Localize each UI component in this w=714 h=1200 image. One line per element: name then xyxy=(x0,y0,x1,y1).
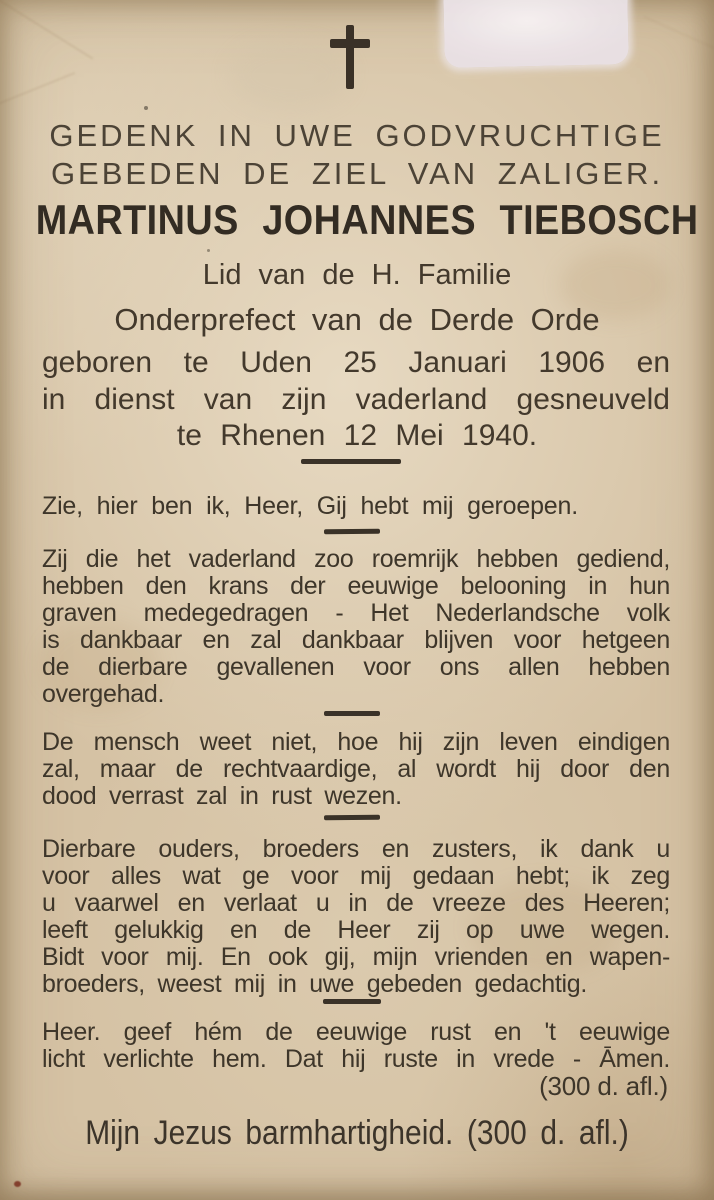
paragraph-death xyxy=(42,729,670,810)
paragraph-eternal-rest xyxy=(42,1019,670,1073)
bio-line-fallen: in dienst van zijn vaderland gesneuveld xyxy=(42,383,670,416)
paragraph-line: graven medegedragen - Het Nederlandsche volk xyxy=(42,599,670,627)
latin-cross-icon xyxy=(330,25,370,89)
section-divider xyxy=(324,711,380,716)
paragraph-line: hebben den krans der eeuwige belooning in hun xyxy=(42,572,670,600)
ink-speck xyxy=(207,249,210,252)
paper-crease xyxy=(0,72,75,106)
paragraph-line: voor alles wat ge voor mij gedaan hebt; ik zeg xyxy=(42,862,670,890)
bio-line-born: geboren te Uden 25 Januari 1906 en xyxy=(42,346,670,379)
bio-line-place-date: te Rhenen 12 Mei 1940. xyxy=(176,419,538,452)
paragraph-fatherland xyxy=(42,546,670,708)
section-divider xyxy=(324,815,380,820)
title-line-2: Onderprefect van de Derde Orde xyxy=(114,302,600,337)
paper-crease xyxy=(643,16,714,54)
ink-speck xyxy=(625,560,628,563)
ink-speck xyxy=(144,106,148,110)
paragraph-line: de dierbare gevallenen voor ons allen hebben xyxy=(42,653,670,681)
section-divider xyxy=(324,529,380,535)
paragraph-line: De mensch weet niet, hoe hij zijn leven eindigen xyxy=(42,728,670,756)
paragraph-line: overgehad. xyxy=(42,680,165,708)
paragraph-line: zal, maar de rechtvaardige, al wordt hij door den xyxy=(42,755,670,783)
ink-speck xyxy=(14,1181,21,1187)
tape-residue-patch xyxy=(443,0,629,68)
deceased-name: MARTINUS JOHANNES TIEBOSCH xyxy=(35,196,699,243)
header-line-2: GEBEDEN DE ZIEL VAN ZALIGER. xyxy=(50,156,664,191)
paragraph-line: licht verlichte hem. Dat hij ruste in vrede - Āmen. xyxy=(42,1045,670,1073)
paragraph-line: is dankbaar en zal dankbaar blijven voor hetgeen xyxy=(42,626,670,654)
paragraph-line: Bidt voor mij. En ook gij, mijn vrienden en wapen- xyxy=(42,943,670,971)
title-line-1: Lid van de H. Familie xyxy=(202,259,512,291)
paper-crease xyxy=(0,0,93,60)
paragraph-farewell xyxy=(42,836,670,998)
section-divider xyxy=(301,459,401,464)
section-divider xyxy=(323,999,381,1004)
footer-prayer: Mijn Jezus barmhartigheid. (300 d. afl.) xyxy=(85,1114,629,1152)
indulgence-note: (300 d. afl.) xyxy=(539,1071,668,1101)
paragraph-line: Dierbare ouders, broeders en zusters, ik dank u xyxy=(42,835,670,863)
paragraph-line: broeders, weest mij in uwe gebeden gedachtig. xyxy=(42,970,588,998)
opening-quote: Zie, hier ben ik, Heer, Gij hebt mij geroepen. xyxy=(42,492,578,520)
paragraph-line: dood verrast zal in rust wezen. xyxy=(42,782,402,810)
paragraph-line: Zij die het vaderland zoo roemrijk hebben gediend, xyxy=(42,545,670,573)
paragraph-line: u vaarwel en verlaat u in de vreeze des Heeren; xyxy=(42,889,670,917)
paragraph-line: Heer. geef hém de eeuwige rust en 't eeuwige xyxy=(42,1018,670,1046)
paragraph-line: leeft gelukkig en de Heer zij op uwe wegen. xyxy=(42,916,670,944)
header-line-1: GEDENK IN UWE GODVRUCHTIGE xyxy=(49,118,665,153)
